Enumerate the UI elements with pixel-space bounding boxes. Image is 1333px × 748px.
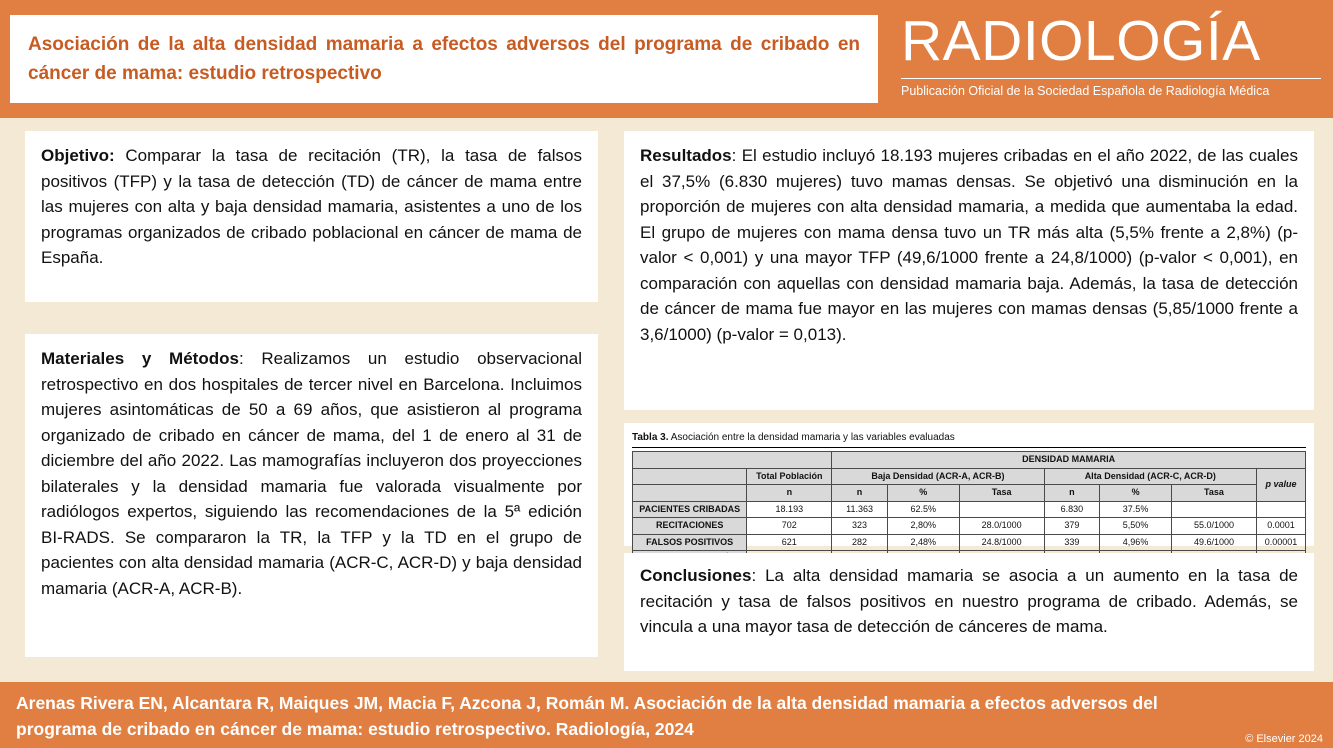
table-row: PACIENTES CRIBADAS 18.193 11.363 62.5% 6.830 37.5% xyxy=(633,501,1306,518)
conclusiones-section xyxy=(624,553,1314,671)
col-pvalue: p value xyxy=(1256,468,1305,501)
table-header-row-subs: n n % Tasa n % Tasa xyxy=(633,485,1306,502)
objetivo-section xyxy=(25,131,598,302)
table-section xyxy=(624,423,1314,546)
journal-logo: RADIOLOGÍA xyxy=(901,9,1261,73)
objetivo-label: Objetivo: xyxy=(41,146,115,165)
materiales-label: Materiales y Métodos xyxy=(41,349,239,368)
col-baja: Baja Densidad (ACR-A, ACR-B) xyxy=(832,468,1044,485)
footer-band xyxy=(0,682,1333,748)
resultados-label: Resultados xyxy=(640,146,732,165)
conclusiones-text: Conclusiones: La alta densidad mamaria se asocia a un aumento en la tasa de recitación y tasa de falsos positivos en nuestro programa de cribado. Además, se vincula a una mayor tasa de detección de cánceres de mama. xyxy=(640,566,1298,636)
objetivo-text: Objetivo: Comparar la tasa de recitación (TR), la tasa de falsos positivos (TFP) y la tasa de detección (TD) de cáncer de mama entre las mujeres con alta y baja densidad mamaria, asistentes a uno de los programas organizados de cribado poblacional en cáncer de mama de España. xyxy=(41,146,582,267)
table-header-row-cols xyxy=(633,468,1306,485)
resultados-section xyxy=(624,131,1314,410)
table-group-header: DENSIDAD MAMARIA xyxy=(832,452,1306,469)
resultados-text: Resultados: El estudio incluyó 18.193 mujeres cribadas en el año 2022, de las cuales el 37,5% (6.830 mujeres) tuvo mamas densas. Se objetivó una disminución en la proporción de mujeres con alta densidad mamaria, a medida que aumentaba la edad. El grupo de mujeres con mama densa tuvo un TR más alta (5,5% frente a 2,8%) (p-valor < 0,001) y una mayor TFP (49,6/1000 frente a 24,8/1000) (p-valor < 0,001), en comparación con aquellas con densidad mamaria baja. Además, la tasa de detección de cáncer de mama fue mayor en las mujeres con mamas densas (5,85/1000 frente a 3,6/1000) (p-valor = 0,013). xyxy=(640,146,1298,344)
col-total: Total Población xyxy=(747,468,832,485)
materiales-section xyxy=(25,334,598,657)
table-header-row-group xyxy=(633,452,1306,469)
density-table xyxy=(632,451,1306,568)
table-row: FALSOS POSITIVOS 621 282 2,48% 24.8/1000 339 4,96% 49.6/1000 0.00001 xyxy=(633,534,1306,551)
journal-subtitle: Publicación Oficial de la Sociedad Española de Radiología Médica xyxy=(901,78,1321,98)
header-band xyxy=(0,0,1333,118)
paper-title: Asociación de la alta densidad mamaria a efectos adversos del programa de cribado en cáncer de mama: estudio retrospectivo xyxy=(28,33,860,84)
conclusiones-label: Conclusiones xyxy=(640,566,752,585)
footer-citation: Arenas Rivera EN, Alcantara R, Maiques JM, Macia F, Azcona J, Román M. Asociación de la alta densidad mamaria a efectos adversos del programa de cribado en cáncer de mama: estudio retrospectivo. Radiología, 2024 xyxy=(16,693,1158,740)
table-row: RECITACIONES 702 323 2,80% 28.0/1000 379 5,50% 55.0/1000 0.0001 xyxy=(633,518,1306,535)
journal-block xyxy=(901,6,1321,98)
table-caption: Tabla 3. Asociación entre la densidad mamaria y las variables evaluadas xyxy=(632,430,1306,448)
paper-title-box xyxy=(10,15,878,103)
materiales-text: Materiales y Métodos: Realizamos un estudio observacional retrospectivo en dos hospitales de tercer nivel en Barcelona. Incluimos mujeres asintomáticas de 50 a 69 años, que asistieron al programa organizado de cribado en cáncer de mama, del 1 de enero al 31 de diciembre del año 2022. Las mamografías incluyeron dos proyecciones bilaterales y la densidad mamaria fue valorada visualmente por radiólogos expertos, siguiendo las recomendaciones de la 5ª edición BI-RADS. Se compararon la TR, la TFP y la TD en el grupo de pacientes con alta densidad mamaria (ACR-C, ACR-D) y baja densidad mamaria (ACR-A, ACR-B). xyxy=(41,349,582,598)
copyright-notice: © Elsevier 2024 xyxy=(1245,733,1323,745)
col-alta: Alta Densidad (ACR-C, ACR-D) xyxy=(1044,468,1256,485)
